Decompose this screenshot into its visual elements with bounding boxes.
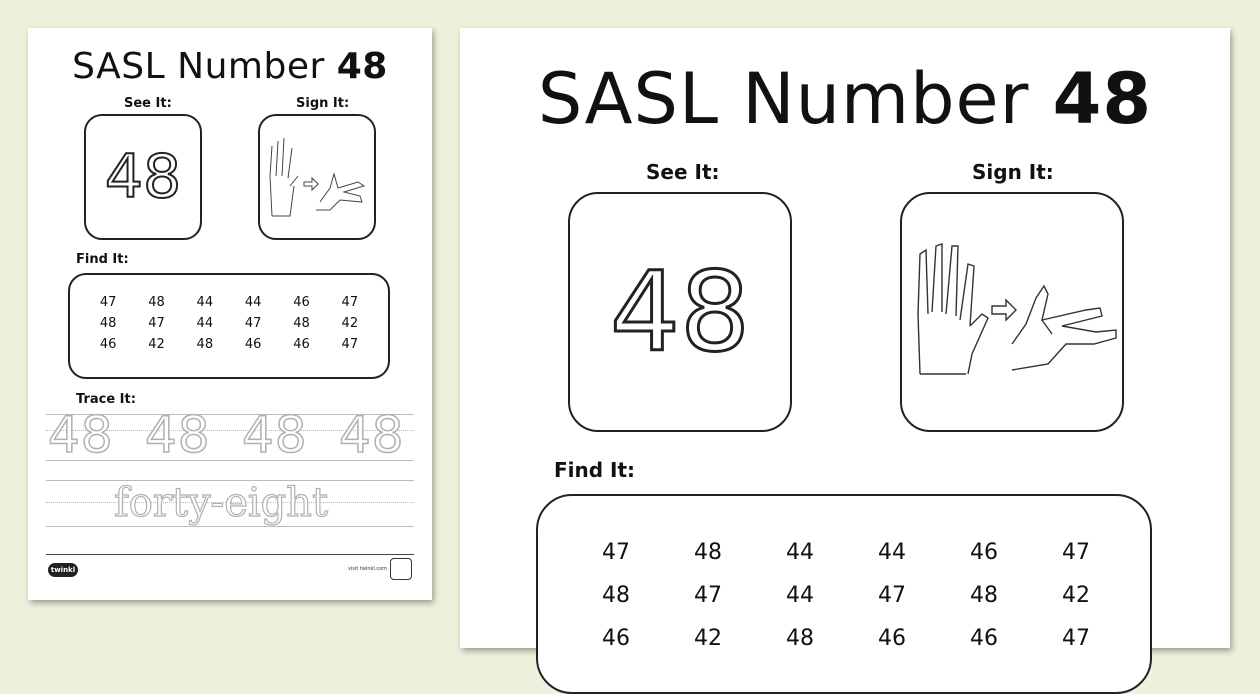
find-it-number: 48 (293, 316, 310, 331)
find-it-box-large (536, 494, 1152, 694)
see-it-box-large (568, 192, 792, 432)
find-it-number: 48 (694, 540, 722, 565)
find-it-grid (84, 295, 374, 352)
title-text-large: SASL Number (537, 58, 1030, 140)
find-it-number: 42 (148, 337, 165, 352)
find-it-number: 48 (786, 626, 814, 651)
worksheet-zoomed (460, 28, 1230, 651)
see-it-label: See It: (124, 96, 172, 111)
worksheet-title (28, 46, 432, 87)
find-it-number: 48 (970, 583, 998, 608)
trace-number-2: 48 (145, 406, 211, 464)
find-it-number: 47 (1062, 540, 1090, 565)
find-it-number: 48 (148, 295, 165, 310)
trace-number-4: 48 (339, 406, 405, 464)
twinkl-logo: twinkl (48, 563, 78, 577)
find-it-label-large: Find It: (554, 458, 636, 482)
find-it-number: 47 (878, 583, 906, 608)
find-it-number: 44 (878, 540, 906, 565)
title-number: 48 (336, 46, 388, 87)
find-it-number: 48 (196, 337, 214, 352)
find-it-number: 47 (1062, 626, 1090, 651)
find-it-number: 46 (244, 337, 262, 352)
see-it-label-large: See It: (646, 160, 720, 184)
find-it-box (68, 273, 390, 379)
title-number-large: 48 (1052, 58, 1153, 140)
find-it-number: 46 (293, 295, 310, 310)
see-it-box (84, 114, 202, 240)
find-it-number: 42 (1062, 583, 1090, 608)
find-it-number: 44 (786, 540, 814, 565)
footer-site: visit twinkl.com (348, 566, 388, 572)
find-it-number: 42 (694, 626, 722, 651)
sign-it-label: Sign It: (296, 96, 350, 111)
find-it-number: 46 (602, 626, 630, 651)
find-it-number: 44 (244, 295, 262, 310)
find-it-number: 44 (196, 295, 214, 310)
trace-number-3: 48 (242, 406, 308, 464)
number-outline-large: 48 (610, 248, 750, 376)
find-it-number: 47 (341, 337, 359, 352)
worksheet-title-large (460, 58, 1230, 140)
sign-it-label-large: Sign It: (972, 160, 1054, 184)
find-it-number: 48 (99, 316, 117, 331)
find-it-number: 46 (878, 626, 906, 651)
find-it-label: Find It: (76, 252, 129, 267)
find-it-number: 47 (602, 540, 630, 565)
find-it-number: 44 (196, 316, 214, 331)
find-it-number: 47 (148, 316, 165, 331)
find-it-number: 42 (341, 316, 359, 331)
title-text: SASL Number (72, 46, 325, 87)
find-it-number: 47 (341, 295, 359, 310)
find-it-number: 47 (99, 295, 117, 310)
trace-it-label: Trace It: (76, 392, 136, 407)
find-it-number: 47 (244, 316, 262, 331)
find-it-grid-large (570, 540, 1122, 651)
worksheet-thumbnail (28, 28, 432, 600)
find-it-number: 46 (970, 540, 998, 565)
quality-badge-icon (390, 558, 412, 580)
sign-it-box (258, 114, 376, 240)
find-it-number: 47 (694, 583, 722, 608)
find-it-number: 46 (970, 626, 998, 651)
number-outline: 48 (104, 142, 182, 212)
sign-hands-icon (260, 116, 374, 238)
find-it-number: 48 (602, 583, 630, 608)
find-it-number: 46 (99, 337, 117, 352)
find-it-number: 44 (786, 583, 814, 608)
find-it-number: 46 (293, 337, 310, 352)
trace-number-1: 48 (48, 406, 114, 464)
sign-it-box-large (900, 192, 1124, 432)
sign-hands-icon-large (902, 194, 1122, 430)
trace-word: forty-eight (114, 480, 329, 526)
